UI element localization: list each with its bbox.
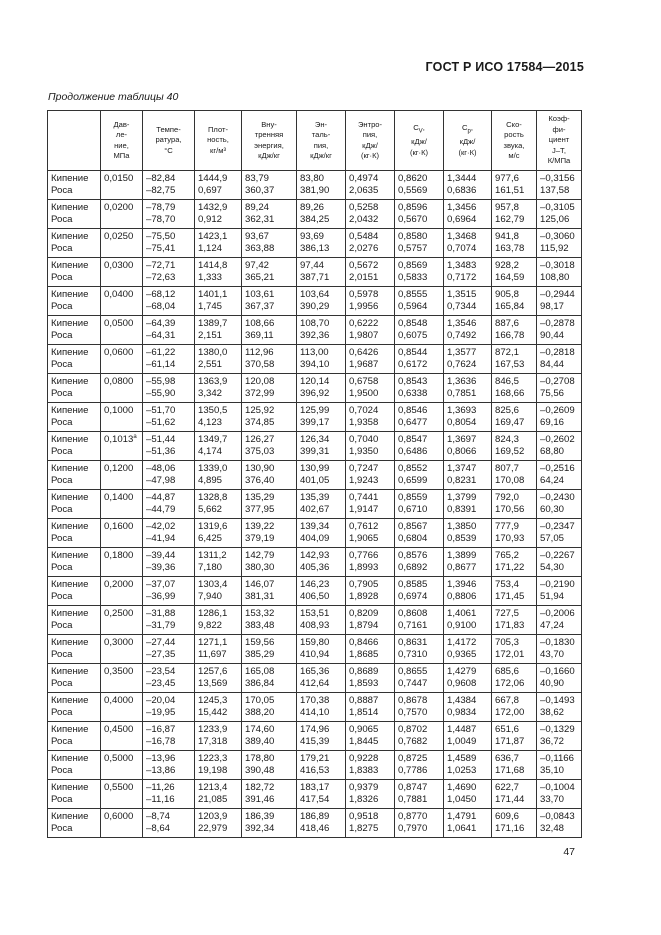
cell-jt-coefficient: –0,1329 36,72 xyxy=(537,722,582,751)
cell-sound-speed: 928,2 164,59 xyxy=(492,258,537,287)
cell-internal-energy: 165,08 386,84 xyxy=(242,664,297,693)
cell-temperature: –48,06 –47,98 xyxy=(143,461,195,490)
cell-temperature: –23,54 –23,45 xyxy=(143,664,195,693)
cell-pressure: 0,5500 xyxy=(101,780,143,809)
cell-sound-speed: 753,4 171,45 xyxy=(492,577,537,606)
cell-enthalpy: 186,89 418,46 xyxy=(297,809,346,838)
cell-sound-speed: 887,6 166,78 xyxy=(492,316,537,345)
table-row xyxy=(48,635,582,664)
cell-cp: 1,3468 0,7074 xyxy=(444,229,492,258)
cell-enthalpy: 113,00 394,10 xyxy=(297,345,346,374)
cell-entropy: 0,9518 1,8275 xyxy=(346,809,395,838)
header-row xyxy=(48,111,582,171)
cell-pressure: 0,1013$^а$ xyxy=(101,432,143,461)
cell-temperature: –75,50 –75,41 xyxy=(143,229,195,258)
cell-temperature: –61,22 –61,14 xyxy=(143,345,195,374)
header-cv: $C_V$, кДж/ (кг·К) xyxy=(395,111,444,171)
cell-pressure: 0,0150 xyxy=(101,171,143,200)
cell-internal-energy: 159,56 385,29 xyxy=(242,635,297,664)
cell-sound-speed: 685,6 172,06 xyxy=(492,664,537,693)
cell-temperature: –16,87 –16,78 xyxy=(143,722,195,751)
cell-temperature: –68,12 –68,04 xyxy=(143,287,195,316)
cell-cv: 0,8596 0,5670 xyxy=(395,200,444,229)
cell-state: Кипение Роса xyxy=(48,519,101,548)
cell-internal-energy: 89,24 362,31 xyxy=(242,200,297,229)
cell-state: Кипение Роса xyxy=(48,606,101,635)
cell-pressure: 0,0400 xyxy=(101,287,143,316)
cell-state: Кипение Роса xyxy=(48,751,101,780)
cell-density: 1328,8 5,662 xyxy=(195,490,242,519)
cell-temperature: –37,07 –36,99 xyxy=(143,577,195,606)
cell-temperature: –44,87 –44,79 xyxy=(143,490,195,519)
cell-pressure: 0,2000 xyxy=(101,577,143,606)
cell-temperature: –31,88 –31,79 xyxy=(143,606,195,635)
table-row xyxy=(48,664,582,693)
cell-cv: 0,8585 0,6974 xyxy=(395,577,444,606)
cell-internal-energy: 120,08 372,99 xyxy=(242,374,297,403)
cell-density: 1350,5 4,123 xyxy=(195,403,242,432)
cell-temperature: –72,71 –72,63 xyxy=(143,258,195,287)
cell-density: 1414,8 1,333 xyxy=(195,258,242,287)
cell-sound-speed: 977,6 161,51 xyxy=(492,171,537,200)
table-row xyxy=(48,490,582,519)
cell-cp: 1,4690 1,0450 xyxy=(444,780,492,809)
table-row xyxy=(48,171,582,200)
cell-sound-speed: 824,3 169,52 xyxy=(492,432,537,461)
cell-pressure: 0,2500 xyxy=(101,606,143,635)
cell-density: 1233,9 17,318 xyxy=(195,722,242,751)
cell-state: Кипение Роса xyxy=(48,316,101,345)
cell-pressure: 0,0300 xyxy=(101,258,143,287)
cell-entropy: 0,7024 1,9358 xyxy=(346,403,395,432)
cell-state: Кипение Роса xyxy=(48,635,101,664)
cell-pressure: 0,5000 xyxy=(101,751,143,780)
cell-sound-speed: 792,0 170,56 xyxy=(492,490,537,519)
cell-cp: 1,3899 0,8677 xyxy=(444,548,492,577)
header-density: Плот- ность, кг/м³ xyxy=(195,111,242,171)
cell-state: Кипение Роса xyxy=(48,258,101,287)
cell-density: 1444,9 0,697 xyxy=(195,171,242,200)
cell-sound-speed: 825,6 169,47 xyxy=(492,403,537,432)
cell-density: 1271,1 11,697 xyxy=(195,635,242,664)
cell-sound-speed: 705,3 172,01 xyxy=(492,635,537,664)
cell-jt-coefficient: –0,1660 40,90 xyxy=(537,664,582,693)
cell-pressure: 0,4000 xyxy=(101,693,143,722)
cell-cp: 1,4061 0,9100 xyxy=(444,606,492,635)
cell-density: 1380,0 2,551 xyxy=(195,345,242,374)
cell-density: 1389,7 2,151 xyxy=(195,316,242,345)
cell-jt-coefficient: –0,2609 69,16 xyxy=(537,403,582,432)
cell-density: 1363,9 3,342 xyxy=(195,374,242,403)
cell-internal-energy: 125,92 374,85 xyxy=(242,403,297,432)
cell-state: Кипение Роса xyxy=(48,548,101,577)
cell-internal-energy: 139,22 379,19 xyxy=(242,519,297,548)
cell-cp: 1,3483 0,7172 xyxy=(444,258,492,287)
cell-sound-speed: 727,5 171,83 xyxy=(492,606,537,635)
cell-cp: 1,3747 0,8231 xyxy=(444,461,492,490)
cell-enthalpy: 135,39 402,67 xyxy=(297,490,346,519)
cell-cv: 0,8569 0,5833 xyxy=(395,258,444,287)
cell-sound-speed: 846,5 168,66 xyxy=(492,374,537,403)
cell-state: Кипение Роса xyxy=(48,171,101,200)
cell-jt-coefficient: –0,3156 137,58 xyxy=(537,171,582,200)
cell-entropy: 0,7905 1,8928 xyxy=(346,577,395,606)
cell-cv: 0,8544 0,6172 xyxy=(395,345,444,374)
cell-sound-speed: 872,1 167,53 xyxy=(492,345,537,374)
cell-density: 1311,2 7,180 xyxy=(195,548,242,577)
cell-enthalpy: 165,36 412,64 xyxy=(297,664,346,693)
cell-internal-energy: 112,96 370,58 xyxy=(242,345,297,374)
table-row xyxy=(48,693,582,722)
cell-enthalpy: 183,17 417,54 xyxy=(297,780,346,809)
cell-internal-energy: 153,32 383,48 xyxy=(242,606,297,635)
cell-entropy: 0,6222 1,9807 xyxy=(346,316,395,345)
cell-jt-coefficient: –0,2267 54,30 xyxy=(537,548,582,577)
cell-cp: 1,4791 1,0641 xyxy=(444,809,492,838)
table-row xyxy=(48,258,582,287)
cell-internal-energy: 93,67 363,88 xyxy=(242,229,297,258)
cell-internal-energy: 103,61 367,37 xyxy=(242,287,297,316)
cell-internal-energy: 182,72 391,46 xyxy=(242,780,297,809)
table-row xyxy=(48,200,582,229)
cell-jt-coefficient: –0,2347 57,05 xyxy=(537,519,582,548)
cell-entropy: 0,5258 2,0432 xyxy=(346,200,395,229)
cell-enthalpy: 108,70 392,36 xyxy=(297,316,346,345)
cell-enthalpy: 179,21 416,53 xyxy=(297,751,346,780)
cell-enthalpy: 159,80 410,94 xyxy=(297,635,346,664)
cell-jt-coefficient: –0,2190 51,94 xyxy=(537,577,582,606)
cell-temperature: –39,44 –39,36 xyxy=(143,548,195,577)
cell-jt-coefficient: –0,2006 47,24 xyxy=(537,606,582,635)
cell-cp: 1,3850 0,8539 xyxy=(444,519,492,548)
cell-entropy: 0,6426 1,9687 xyxy=(346,345,395,374)
cell-density: 1203,9 22,979 xyxy=(195,809,242,838)
table-row xyxy=(48,345,582,374)
cell-density: 1319,6 6,425 xyxy=(195,519,242,548)
table-row xyxy=(48,374,582,403)
cell-pressure: 0,1600 xyxy=(101,519,143,548)
cell-entropy: 0,9065 1,8445 xyxy=(346,722,395,751)
cell-state: Кипение Роса xyxy=(48,200,101,229)
cell-cp: 1,3456 0,6964 xyxy=(444,200,492,229)
cell-entropy: 0,9228 1,8383 xyxy=(346,751,395,780)
cell-temperature: –8,74 –8,64 xyxy=(143,809,195,838)
cell-internal-energy: 146,07 381,31 xyxy=(242,577,297,606)
cell-enthalpy: 120,14 396,92 xyxy=(297,374,346,403)
table-row xyxy=(48,403,582,432)
cell-enthalpy: 170,38 414,10 xyxy=(297,693,346,722)
cell-jt-coefficient: –0,0843 32,48 xyxy=(537,809,582,838)
cell-sound-speed: 905,8 165,84 xyxy=(492,287,537,316)
cell-entropy: 0,5672 2,0151 xyxy=(346,258,395,287)
table-row xyxy=(48,316,582,345)
cell-internal-energy: 174,60 389,40 xyxy=(242,722,297,751)
cell-sound-speed: 765,2 171,22 xyxy=(492,548,537,577)
cell-entropy: 0,8466 1,8685 xyxy=(346,635,395,664)
cell-jt-coefficient: –0,2708 75,56 xyxy=(537,374,582,403)
cell-state: Кипение Роса xyxy=(48,809,101,838)
cell-pressure: 0,0500 xyxy=(101,316,143,345)
cell-state: Кипение Роса xyxy=(48,432,101,461)
cell-density: 1213,4 21,085 xyxy=(195,780,242,809)
cell-cv: 0,8567 0,6804 xyxy=(395,519,444,548)
data-table xyxy=(47,110,582,838)
cell-enthalpy: 97,44 387,71 xyxy=(297,258,346,287)
cell-enthalpy: 142,93 405,36 xyxy=(297,548,346,577)
cell-temperature: –78,79 –78,70 xyxy=(143,200,195,229)
cell-cv: 0,8631 0,7310 xyxy=(395,635,444,664)
header-jt-coefficient: Коэф- фи- циент J–T, К/МПа xyxy=(537,111,582,171)
table-row xyxy=(48,548,582,577)
cell-state: Кипение Роса xyxy=(48,374,101,403)
cell-cp: 1,3515 0,7344 xyxy=(444,287,492,316)
header-sound-speed: Ско- рость звука, м/с xyxy=(492,111,537,171)
cell-cp: 1,4172 0,9365 xyxy=(444,635,492,664)
cell-temperature: –51,70 –51,62 xyxy=(143,403,195,432)
cell-enthalpy: 139,34 404,09 xyxy=(297,519,346,548)
cell-entropy: 0,8209 1,8794 xyxy=(346,606,395,635)
cell-temperature: –27,44 –27,35 xyxy=(143,635,195,664)
cell-cv: 0,8655 0,7447 xyxy=(395,664,444,693)
cell-pressure: 0,0200 xyxy=(101,200,143,229)
cell-cp: 1,3546 0,7492 xyxy=(444,316,492,345)
cell-internal-energy: 126,27 375,03 xyxy=(242,432,297,461)
cell-cp: 1,3444 0,6836 xyxy=(444,171,492,200)
cell-entropy: 0,7612 1,9065 xyxy=(346,519,395,548)
cell-enthalpy: 83,80 381,90 xyxy=(297,171,346,200)
cell-density: 1286,1 9,822 xyxy=(195,606,242,635)
cell-pressure: 0,3500 xyxy=(101,664,143,693)
cell-entropy: 0,9379 1,8326 xyxy=(346,780,395,809)
cell-entropy: 0,8689 1,8593 xyxy=(346,664,395,693)
cell-pressure: 0,0800 xyxy=(101,374,143,403)
cell-pressure: 0,0250 xyxy=(101,229,143,258)
cell-temperature: –42,02 –41,94 xyxy=(143,519,195,548)
cell-temperature: –82,84 –82,75 xyxy=(143,171,195,200)
header-enthalpy: Эн- таль- пия, кДж/кг xyxy=(297,111,346,171)
table-row xyxy=(48,809,582,838)
header-state xyxy=(48,111,101,171)
cell-jt-coefficient: –0,1493 38,62 xyxy=(537,693,582,722)
cell-cv: 0,8576 0,6892 xyxy=(395,548,444,577)
cell-temperature: –64,39 –64,31 xyxy=(143,316,195,345)
cell-cp: 1,4589 1,0253 xyxy=(444,751,492,780)
cell-jt-coefficient: –0,3060 115,92 xyxy=(537,229,582,258)
cell-enthalpy: 130,99 401,05 xyxy=(297,461,346,490)
cell-density: 1257,6 13,569 xyxy=(195,664,242,693)
cell-jt-coefficient: –0,2602 68,80 xyxy=(537,432,582,461)
cell-jt-coefficient: –0,1166 35,10 xyxy=(537,751,582,780)
cell-enthalpy: 103,64 390,29 xyxy=(297,287,346,316)
cell-state: Кипение Роса xyxy=(48,345,101,374)
cell-jt-coefficient: –0,2944 98,17 xyxy=(537,287,582,316)
header-entropy: Энтро- пия, кДж/ (кг·К) xyxy=(346,111,395,171)
cell-density: 1223,3 19,198 xyxy=(195,751,242,780)
table-row xyxy=(48,780,582,809)
cell-cp: 1,4384 0,9834 xyxy=(444,693,492,722)
cell-cv: 0,8555 0,5964 xyxy=(395,287,444,316)
cell-pressure: 0,1200 xyxy=(101,461,143,490)
cell-cp: 1,3636 0,7851 xyxy=(444,374,492,403)
cell-pressure: 0,6000 xyxy=(101,809,143,838)
cell-internal-energy: 83,79 360,37 xyxy=(242,171,297,200)
cell-entropy: 0,7441 1,9147 xyxy=(346,490,395,519)
cell-temperature: –20,04 –19,95 xyxy=(143,693,195,722)
cell-cv: 0,8620 0,5569 xyxy=(395,171,444,200)
cell-jt-coefficient: –0,2516 64,24 xyxy=(537,461,582,490)
cell-cv: 0,8725 0,7786 xyxy=(395,751,444,780)
cell-cv: 0,8580 0,5757 xyxy=(395,229,444,258)
cell-cv: 0,8546 0,6477 xyxy=(395,403,444,432)
header-internal-energy: Вну- тренняя энергия, кДж/кг xyxy=(242,111,297,171)
cell-cv: 0,8702 0,7682 xyxy=(395,722,444,751)
cell-pressure: 0,4500 xyxy=(101,722,143,751)
cell-density: 1245,3 15,442 xyxy=(195,693,242,722)
document-id: ГОСТ Р ИСО 17584—2015 xyxy=(425,60,584,74)
cell-cv: 0,8608 0,7161 xyxy=(395,606,444,635)
cell-internal-energy: 170,05 388,20 xyxy=(242,693,297,722)
cell-cp: 1,4487 1,0049 xyxy=(444,722,492,751)
cell-temperature: –55,98 –55,90 xyxy=(143,374,195,403)
cell-cp: 1,3697 0,8066 xyxy=(444,432,492,461)
cell-sound-speed: 957,8 162,79 xyxy=(492,200,537,229)
cell-internal-energy: 178,80 390,48 xyxy=(242,751,297,780)
cell-entropy: 0,4974 2,0635 xyxy=(346,171,395,200)
table-row xyxy=(48,577,582,606)
cell-jt-coefficient: –0,2818 84,44 xyxy=(537,345,582,374)
table-row xyxy=(48,229,582,258)
cell-state: Кипение Роса xyxy=(48,664,101,693)
cell-entropy: 0,8887 1,8514 xyxy=(346,693,395,722)
cell-enthalpy: 146,23 406,50 xyxy=(297,577,346,606)
cell-temperature: –11,26 –11,16 xyxy=(143,780,195,809)
cell-cp: 1,4279 0,9608 xyxy=(444,664,492,693)
cell-jt-coefficient: –0,3105 125,06 xyxy=(537,200,582,229)
cell-cv: 0,8747 0,7881 xyxy=(395,780,444,809)
cell-sound-speed: 651,6 171,87 xyxy=(492,722,537,751)
cell-enthalpy: 126,34 399,31 xyxy=(297,432,346,461)
cell-entropy: 0,5484 2,0276 xyxy=(346,229,395,258)
cell-pressure: 0,3000 xyxy=(101,635,143,664)
table-row xyxy=(48,751,582,780)
table-row xyxy=(48,722,582,751)
cell-state: Кипение Роса xyxy=(48,693,101,722)
table-row xyxy=(48,432,582,461)
cell-sound-speed: 807,7 170,08 xyxy=(492,461,537,490)
cell-enthalpy: 153,51 408,93 xyxy=(297,606,346,635)
cell-density: 1303,4 7,940 xyxy=(195,577,242,606)
cell-entropy: 0,7247 1,9243 xyxy=(346,461,395,490)
cell-cp: 1,3946 0,8806 xyxy=(444,577,492,606)
cell-pressure: 0,1800 xyxy=(101,548,143,577)
cell-state: Кипение Роса xyxy=(48,722,101,751)
table-caption: Продолжение таблицы 40 xyxy=(48,91,179,103)
cell-cv: 0,8547 0,6486 xyxy=(395,432,444,461)
cell-state: Кипение Роса xyxy=(48,403,101,432)
cell-state: Кипение Роса xyxy=(48,490,101,519)
table-row xyxy=(48,461,582,490)
cell-entropy: 0,7766 1,8993 xyxy=(346,548,395,577)
table-row xyxy=(48,606,582,635)
cell-pressure: 0,1400 xyxy=(101,490,143,519)
cell-temperature: –13,96 –13,86 xyxy=(143,751,195,780)
cell-internal-energy: 108,66 369,11 xyxy=(242,316,297,345)
page-number: 47 xyxy=(563,846,575,858)
cell-internal-energy: 97,42 365,21 xyxy=(242,258,297,287)
cell-entropy: 0,7040 1,9350 xyxy=(346,432,395,461)
cell-internal-energy: 135,29 377,95 xyxy=(242,490,297,519)
cell-internal-energy: 130,90 376,40 xyxy=(242,461,297,490)
header-temperature: Темпе- ратура, °С xyxy=(143,111,195,171)
cell-temperature: –51,44 –51,36 xyxy=(143,432,195,461)
cell-cv: 0,8548 0,6075 xyxy=(395,316,444,345)
cell-entropy: 0,5978 1,9956 xyxy=(346,287,395,316)
cell-cp: 1,3693 0,8054 xyxy=(444,403,492,432)
cell-enthalpy: 125,99 399,17 xyxy=(297,403,346,432)
cell-jt-coefficient: –0,3018 108,80 xyxy=(537,258,582,287)
cell-state: Кипение Роса xyxy=(48,780,101,809)
cell-jt-coefficient: –0,2878 90,44 xyxy=(537,316,582,345)
cell-sound-speed: 636,7 171,68 xyxy=(492,751,537,780)
cell-jt-coefficient: –0,1830 43,70 xyxy=(537,635,582,664)
cell-state: Кипение Роса xyxy=(48,577,101,606)
cell-cv: 0,8770 0,7970 xyxy=(395,809,444,838)
cell-internal-energy: 186,39 392,34 xyxy=(242,809,297,838)
cell-cv: 0,8678 0,7570 xyxy=(395,693,444,722)
cell-state: Кипение Роса xyxy=(48,461,101,490)
cell-state: Кипение Роса xyxy=(48,287,101,316)
cell-cv: 0,8552 0,6599 xyxy=(395,461,444,490)
cell-internal-energy: 142,79 380,30 xyxy=(242,548,297,577)
cell-state: Кипение Роса xyxy=(48,229,101,258)
cell-sound-speed: 609,6 171,16 xyxy=(492,809,537,838)
cell-density: 1423,1 1,124 xyxy=(195,229,242,258)
cell-density: 1401,1 1,745 xyxy=(195,287,242,316)
cell-sound-speed: 777,9 170,93 xyxy=(492,519,537,548)
cell-enthalpy: 174,96 415,39 xyxy=(297,722,346,751)
cell-pressure: 0,0600 xyxy=(101,345,143,374)
cell-density: 1432,9 0,912 xyxy=(195,200,242,229)
cell-jt-coefficient: –0,1004 33,70 xyxy=(537,780,582,809)
cell-cv: 0,8543 0,6338 xyxy=(395,374,444,403)
cell-cp: 1,3577 0,7624 xyxy=(444,345,492,374)
cell-enthalpy: 89,26 384,25 xyxy=(297,200,346,229)
table-row xyxy=(48,519,582,548)
cell-sound-speed: 941,8 163,78 xyxy=(492,229,537,258)
cell-density: 1349,7 4,174 xyxy=(195,432,242,461)
cell-density: 1339,0 4,895 xyxy=(195,461,242,490)
header-pressure: Дав- ле- ние, МПа xyxy=(101,111,143,171)
cell-sound-speed: 622,7 171,44 xyxy=(492,780,537,809)
cell-jt-coefficient: –0,2430 60,30 xyxy=(537,490,582,519)
cell-pressure: 0,1000 xyxy=(101,403,143,432)
cell-cp: 1,3799 0,8391 xyxy=(444,490,492,519)
footnote-marker: а xyxy=(133,433,137,440)
table-row xyxy=(48,287,582,316)
cell-cv: 0,8559 0,6710 xyxy=(395,490,444,519)
cell-entropy: 0,6758 1,9500 xyxy=(346,374,395,403)
cell-sound-speed: 667,8 172,00 xyxy=(492,693,537,722)
cell-enthalpy: 93,69 386,13 xyxy=(297,229,346,258)
header-cp: $C_p$, кДж/ (кг·К) xyxy=(444,111,492,171)
